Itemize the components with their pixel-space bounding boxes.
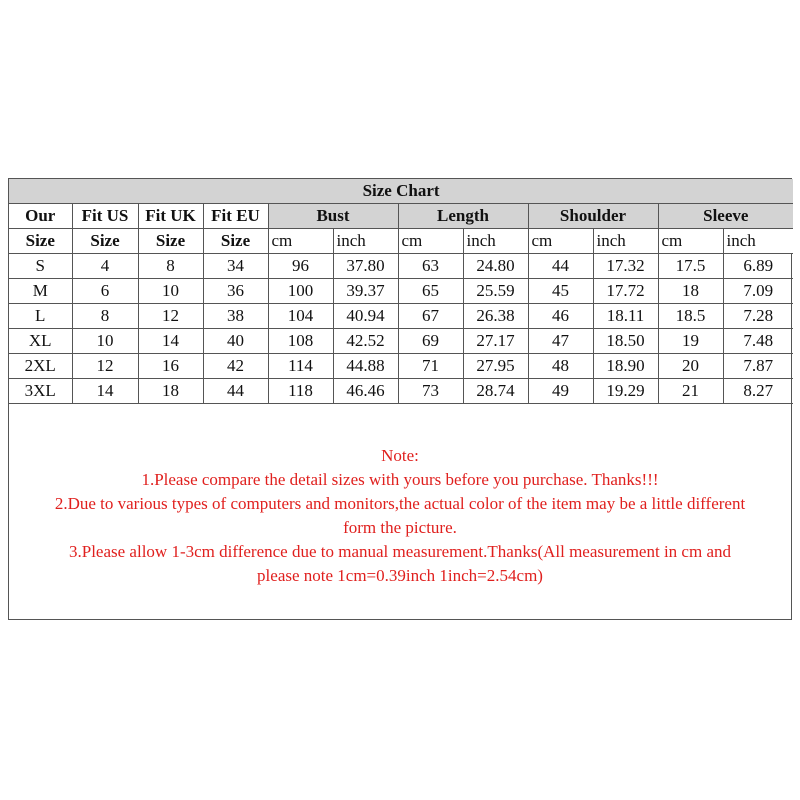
size-rows: [9, 254, 793, 404]
table-cell: 18: [138, 379, 203, 404]
table-cell: 17.5: [658, 254, 723, 279]
header-length: Length: [398, 204, 528, 229]
table-cell: 18.50: [593, 329, 658, 354]
table-cell: 37.80: [333, 254, 398, 279]
table-cell: 47: [528, 329, 593, 354]
header-fit-us-1: Fit US: [72, 204, 138, 229]
table-cell: 8.27: [723, 379, 793, 404]
table-cell: 34: [203, 254, 268, 279]
table-cell: 118: [268, 379, 333, 404]
table-cell: 46.46: [333, 379, 398, 404]
table-cell: 42: [203, 354, 268, 379]
table-cell: 63: [398, 254, 463, 279]
header-fit-eu-2: Size: [203, 229, 268, 254]
table-cell: 44: [203, 379, 268, 404]
unit-cm: cm: [268, 229, 333, 254]
table-cell: 8: [72, 304, 138, 329]
table-cell: S: [9, 254, 72, 279]
table-cell: 44: [528, 254, 593, 279]
chart-title: Size Chart: [9, 179, 793, 204]
table-cell: 42.52: [333, 329, 398, 354]
unit-inch: inch: [593, 229, 658, 254]
unit-cm: cm: [658, 229, 723, 254]
table-cell: 6.89: [723, 254, 793, 279]
header-shoulder: Shoulder: [528, 204, 658, 229]
table-cell: 114: [268, 354, 333, 379]
table-cell: 49: [528, 379, 593, 404]
table-cell: 7.87: [723, 354, 793, 379]
table-row: [9, 254, 793, 279]
table-cell: 44.88: [333, 354, 398, 379]
table-cell: 14: [138, 329, 203, 354]
header-our-size-1: Our: [9, 204, 72, 229]
unit-inch: inch: [463, 229, 528, 254]
table-row: [9, 304, 793, 329]
table-cell: 17.32: [593, 254, 658, 279]
note-line: please note 1cm=0.39inch 1inch=2.54cm): [257, 566, 543, 585]
table-cell: 16: [138, 354, 203, 379]
table-cell: 19: [658, 329, 723, 354]
table-cell: 65: [398, 279, 463, 304]
table-cell: 7.28: [723, 304, 793, 329]
table-cell: 8: [138, 254, 203, 279]
table-cell: 71: [398, 354, 463, 379]
table-row: [9, 279, 793, 304]
table-cell: 18.5: [658, 304, 723, 329]
table-cell: 10: [72, 329, 138, 354]
table-cell: 104: [268, 304, 333, 329]
table-cell: 45: [528, 279, 593, 304]
table-cell: 108: [268, 329, 333, 354]
table-cell: 40: [203, 329, 268, 354]
header-our-size-2: Size: [9, 229, 72, 254]
table-cell: 3XL: [9, 379, 72, 404]
table-cell: 18: [658, 279, 723, 304]
unit-inch: inch: [723, 229, 793, 254]
note-line: 1.Please compare the detail sizes with yours before you purchase. Thanks!!!: [141, 470, 659, 489]
table-cell: 14: [72, 379, 138, 404]
table-cell: 27.17: [463, 329, 528, 354]
table-cell: 10: [138, 279, 203, 304]
header-sleeve: Sleeve: [658, 204, 793, 229]
table-cell: 36: [203, 279, 268, 304]
table-cell: 38: [203, 304, 268, 329]
note-line: 2.Due to various types of computers and monitors,the actual color of the item may be a little different: [54, 494, 746, 513]
table-cell: 2XL: [9, 354, 72, 379]
note-heading: Note:: [381, 446, 419, 465]
table-cell: XL: [9, 329, 72, 354]
table-cell: 25.59: [463, 279, 528, 304]
table-cell: 67: [398, 304, 463, 329]
table-cell: M: [9, 279, 72, 304]
table-cell: 6: [72, 279, 138, 304]
table-cell: 12: [138, 304, 203, 329]
table-cell: 48: [528, 354, 593, 379]
table-cell: 4: [72, 254, 138, 279]
table-cell: L: [9, 304, 72, 329]
table-cell: 19.29: [593, 379, 658, 404]
table-cell: 96: [268, 254, 333, 279]
unit-cm: cm: [528, 229, 593, 254]
table-row: [9, 354, 793, 379]
table-row: [9, 379, 793, 404]
table-cell: 7.48: [723, 329, 793, 354]
unit-inch: inch: [333, 229, 398, 254]
table-cell: 12: [72, 354, 138, 379]
table-cell: 18.90: [593, 354, 658, 379]
table-cell: 26.38: [463, 304, 528, 329]
table-cell: 20: [658, 354, 723, 379]
table-cell: 7.09: [723, 279, 793, 304]
table-cell: 28.74: [463, 379, 528, 404]
note-block: [9, 444, 791, 588]
table-cell: 46: [528, 304, 593, 329]
table-cell: 39.37: [333, 279, 398, 304]
size-chart-panel: [8, 178, 792, 620]
table-cell: 18.11: [593, 304, 658, 329]
table-cell: 21: [658, 379, 723, 404]
table-cell: 40.94: [333, 304, 398, 329]
header-fit-us-2: Size: [72, 229, 138, 254]
note-line: form the picture.: [343, 518, 457, 537]
table-cell: 100: [268, 279, 333, 304]
table-cell: 17.72: [593, 279, 658, 304]
header-fit-eu-1: Fit EU: [203, 204, 268, 229]
table-cell: 27.95: [463, 354, 528, 379]
note-line: 3.Please allow 1-3cm difference due to manual measurement.Thanks(All measurement in cm and: [69, 542, 731, 561]
header-fit-uk-2: Size: [138, 229, 203, 254]
table-cell: 69: [398, 329, 463, 354]
table-cell: 73: [398, 379, 463, 404]
header-fit-uk-1: Fit UK: [138, 204, 203, 229]
table-cell: 24.80: [463, 254, 528, 279]
unit-cm: cm: [398, 229, 463, 254]
size-chart-table: [9, 179, 793, 404]
table-row: [9, 329, 793, 354]
header-bust: Bust: [268, 204, 398, 229]
